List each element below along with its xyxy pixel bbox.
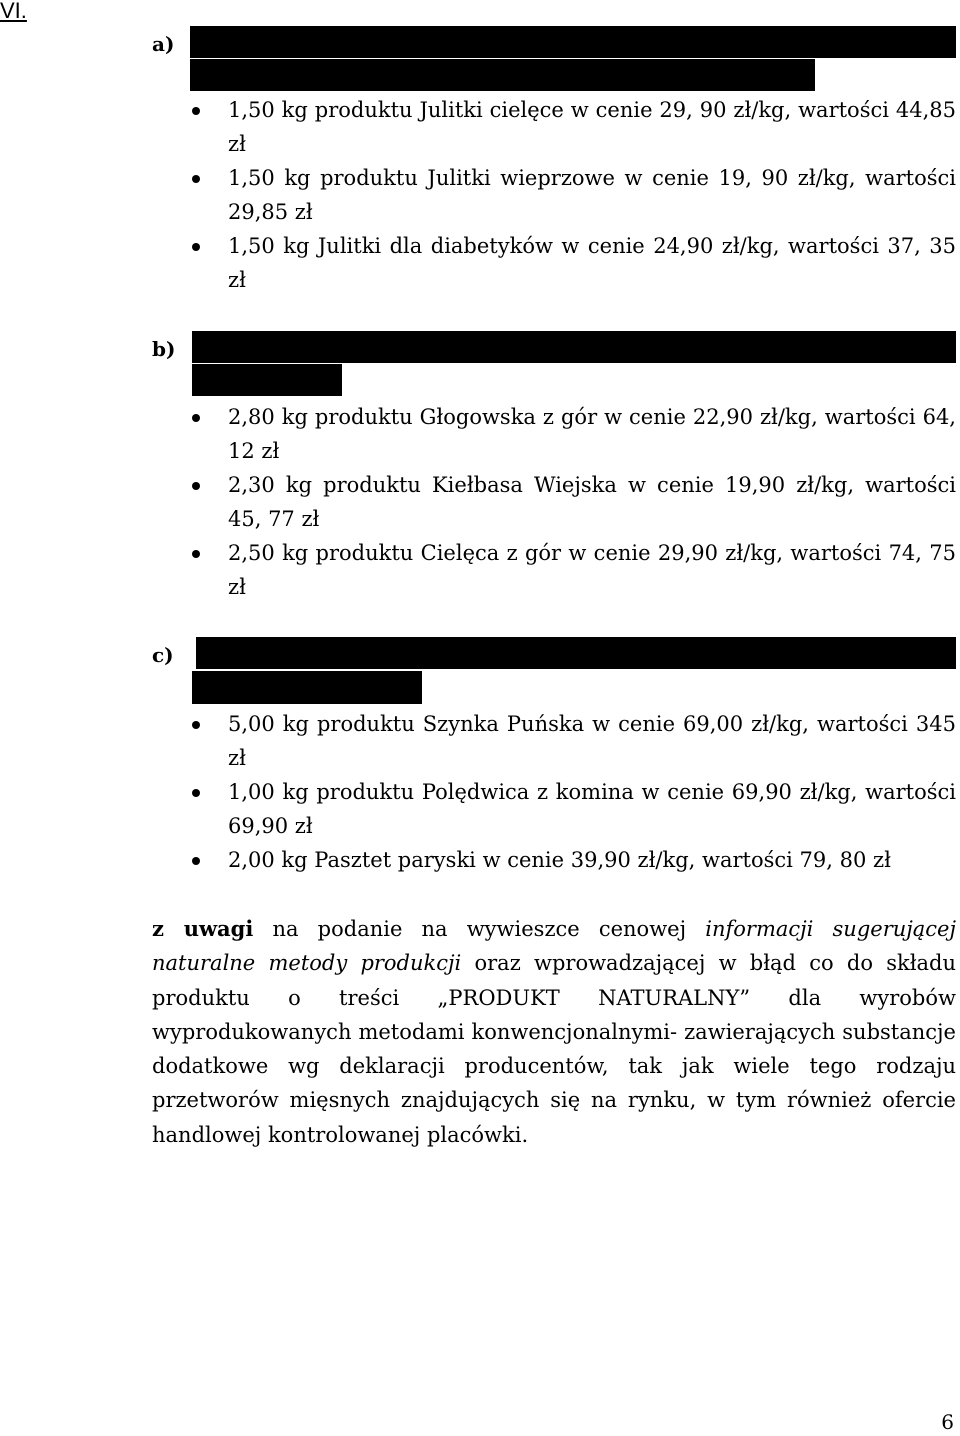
bullet-icon	[192, 789, 200, 797]
list-item	[228, 468, 956, 536]
redaction-bar	[192, 671, 422, 704]
list-item	[228, 775, 956, 843]
bullet-icon	[192, 721, 200, 729]
paragraph-text: oraz wprowadzającej w błąd co do składu produktu o treści „PRODUKT NATURALNY” dla wyrobów wyprodukowanych metodami konwencjonalnymi- zawierających substancje dodatkowe wg deklaracji producentów, tak jak wiele tego rodzaju przetworów mięsnych znajdujących się na rynku, w tym również ofercie handlowej kontrolowanej placówki.	[152, 951, 956, 1147]
list-item	[228, 536, 956, 604]
list-item	[228, 93, 956, 161]
item-text: 1,50 kg Julitki dla diabetyków w cenie 24,90 zł/kg, wartości 37, 35 zł	[228, 234, 956, 292]
list-item	[228, 161, 956, 229]
product-list-b	[228, 400, 956, 604]
item-text: 2,00 kg Pasztet paryski w cenie 39,90 zł/kg, wartości 79, 80 zł	[228, 848, 891, 872]
section-label-a: a)	[152, 32, 175, 56]
section-heading: VI.	[0, 0, 27, 23]
bullet-icon	[192, 414, 200, 422]
bullet-icon	[192, 175, 200, 183]
list-item	[228, 707, 956, 775]
item-text: 2,50 kg produktu Cielęca z gór w cenie 29,90 zł/kg, wartości 74, 75 zł	[228, 541, 956, 599]
redaction-bar	[192, 331, 956, 363]
italic-phrase: informacji sugerującej naturalne metody produkcji	[152, 917, 956, 976]
redaction-bar	[190, 59, 815, 91]
item-text: 2,30 kg produktu Kiełbasa Wiejska w cenie 19,90 zł/kg, wartości 45, 77 zł	[228, 473, 956, 531]
bullet-icon	[192, 243, 200, 251]
section-label-c: c)	[152, 643, 174, 667]
product-list-c	[228, 707, 956, 877]
list-item	[228, 843, 956, 877]
product-list-a	[228, 93, 956, 297]
section-label-b: b)	[152, 337, 176, 361]
item-text: 1,50 kg produktu Julitki cielęce w cenie 29, 90 zł/kg, wartości 44,85 zł	[228, 98, 956, 156]
item-text: 5,00 kg produktu Szynka Puńska w cenie 69,00 zł/kg, wartości 345 zł	[228, 712, 956, 770]
page-number: 6	[941, 1410, 954, 1434]
list-item	[228, 400, 956, 468]
redaction-bar	[192, 364, 342, 396]
bullet-icon	[192, 482, 200, 490]
item-text: 2,80 kg produktu Głogowska z gór w cenie 22,90 zł/kg, wartości 64, 12 zł	[228, 405, 956, 463]
justification-paragraph	[152, 912, 956, 1152]
item-text: 1,50 kg produktu Julitki wieprzowe w cenie 19, 90 zł/kg, wartości 29,85 zł	[228, 166, 956, 224]
paragraph-text: na podanie na wywieszce cenowej	[253, 917, 706, 941]
redaction-bar	[196, 637, 956, 669]
bullet-icon	[192, 107, 200, 115]
bullet-icon	[192, 550, 200, 558]
redaction-bar	[190, 26, 956, 58]
bullet-icon	[192, 857, 200, 865]
list-item	[228, 229, 956, 297]
bold-lead: z uwagi	[152, 916, 254, 941]
item-text: 1,00 kg produktu Polędwica z komina w cenie 69,90 zł/kg, wartości 69,90 zł	[228, 780, 956, 838]
